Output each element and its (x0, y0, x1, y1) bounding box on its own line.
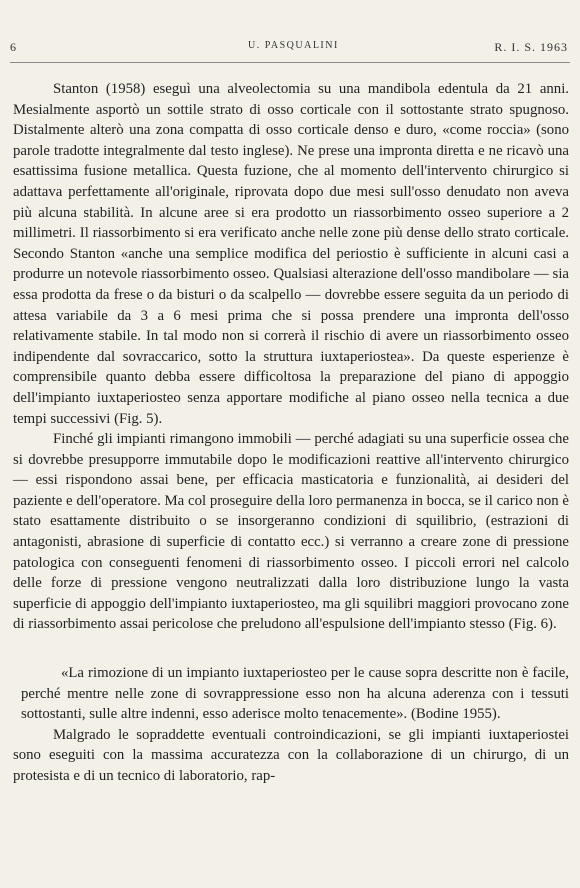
paragraph-quote-bodine: «La rimozione di un impianto iuxtaperiosteo per le cause sopra descritte non è facile, perché mentre nelle zone di sovrappressione esso non ha alcuna aderenza con i tessuti sottostanti, sulle altre indenni, esso aderisce molto tenacemente». (Bodine 1955). (21, 665, 569, 723)
paragraph-stanton: Stanton (1958) eseguì una alveolectomia su una mandibola edentula da 21 anni. Mesialmente asportò un sottile strato di osso corticale con il sottostante strato spugnoso. Distalmente alterò una zona compatta di osso corticale denso e duro, «come roccia» (sono parole tradotte integralmente dal testo inglese). Ne prese una impronta diretta e ne ricavò una esattissima fusione metallica. Questa fuzione, che al momento dell'intervento chirurgico si adattava perfettamente all'originale, riprovata dopo due mesi sull'osso denudato non aveva più alcuna stabilità. In alcune aree si era prodotto un riassorbimento osseo superiore a 2 millimetri. Il riassorbimento si era verificato anche nelle zone più dense dello strato corticale. Secondo Stanton «anche una semplice modifica del periostio è sufficiente in alcuni casi a produrre un notevole riassorbimento osseo. Qualsiasi alterazione dell'osso mandibolare — sia essa prodotta da frese o da bisturi o da scalpello — dovrebbe essere seguita da un periodo di attesa variabile da 3 a 6 mesi prima che si possa prendere una impronta dell'osso relativamente stabile. In tal modo non si correrà il rischio di avere un riassorbimento osseo indipendente dal sovraccarico, sotto la struttura iuxtaperiostea». Da queste esperienze è comprensibile quanto debba essere difficoltosa la preparazione del piano di appoggio dell'impianto iuxtaperiosteo senza apportare modifiche al piano osseo nella tecnica a due tempi successivi (Fig. 5). (13, 81, 569, 427)
running-author: U. PASQUALINI (248, 40, 339, 51)
body-text (13, 79, 569, 787)
running-journal: R. I. S. 1963 (494, 40, 568, 54)
paragraph-malgrado: Malgrado le sopraddette eventuali controindicazioni, se gli impianti iuxtaperiostei sono eseguiti con la massima accuratezza con la collaborazione di un chirurgo, di un protesista e di un tecnico di laboratorio, rap- (13, 726, 569, 784)
paragraph-immobili: Finché gli impianti rimangono immobili — perché adagiati su una superficie ossea che si dovrebbe presupporre immutabile dopo le modificazioni reattive all'intervento chirurgico — essi rispondono assai bene, per efficacia masticatoria e funzionalità, ai desideri del paziente e dell'operatore. Ma col proseguire della loro permanenza in bocca, se il carico non è stato esattamente distribuito o se insorgeranno condizioni di squilibrio, (estrazioni di antagonisti, abrasione di superficie di contatto ecc.) si verranno a creare zone di pressione patologica con conseguenti fenomeni di riassorbimento osseo. I piccoli errori nel calcolo delle forze di pressione vengono neutralizzati dalla loro distribuzione lungo la vasta superficie di appoggio dell'impianto iuxtaperiosteo, ma gli squilibri maggiori provocano zone di riassorbimento assai pericolose che preludono all'espulsione dell'impianto stesso (Fig. 6). (13, 431, 569, 633)
page-number: 6 (10, 40, 17, 54)
running-header (0, 40, 580, 60)
header-rule (10, 62, 570, 63)
